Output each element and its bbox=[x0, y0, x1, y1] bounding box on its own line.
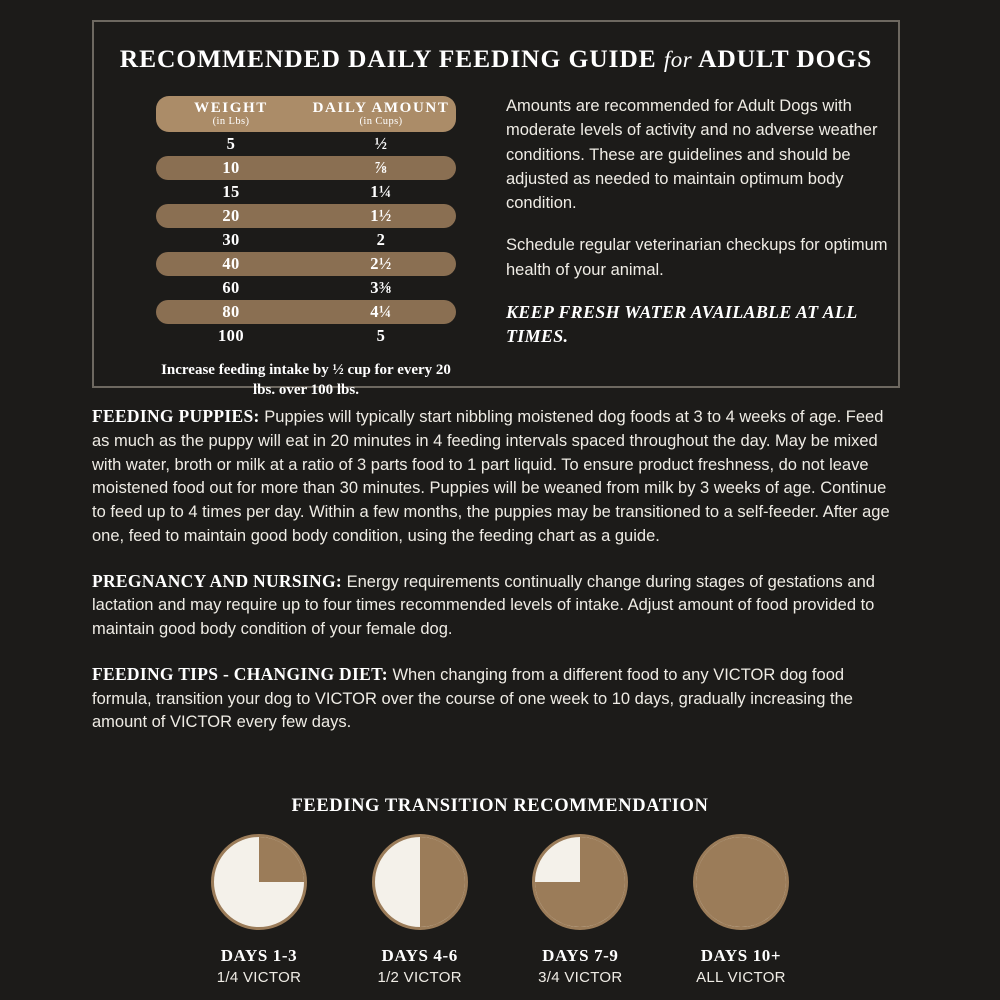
header-weight-label: WEIGHT bbox=[194, 99, 268, 116]
recommended-feeding-guide-box bbox=[92, 20, 900, 399]
guide-description bbox=[506, 94, 896, 348]
guide-title bbox=[94, 44, 898, 74]
table-row bbox=[156, 276, 456, 300]
table-row bbox=[156, 204, 456, 228]
pie-three-quarter-icon bbox=[532, 834, 628, 930]
section-body: Puppies will typically start nibbling moistened dog foods at 3 to 4 weeks of age. Feed as much as the puppy will eat in 20 minutes in 4 feeding intervals spaced throughout the day. May be mixed with water, broth or milk at a ratio of 3 parts food to 1 part liquid. To ensure product freshness, do not leave moistened food out for more than 30 minutes. Puppies will be weaned from milk by 3 weeks of age. Continue to feed up to 4 times per day. Within a few months, the puppies may be transitioned to a self-feeder. After age one, feed to maintain good body condition, using the feeding chart as a guide. bbox=[92, 408, 890, 545]
transition-amount: 1/2 VICTOR bbox=[377, 969, 462, 986]
cell-amount: 4¼ bbox=[370, 302, 392, 321]
pie-quarter-icon bbox=[211, 834, 307, 930]
cell-weight: 40 bbox=[222, 254, 240, 273]
header-amount-sub: (in Cups) bbox=[359, 116, 403, 128]
transition-step bbox=[682, 834, 800, 986]
cell-weight: 15 bbox=[222, 182, 240, 201]
cell-weight: 30 bbox=[222, 230, 240, 249]
table-row bbox=[156, 252, 456, 276]
transition-amount: 1/4 VICTOR bbox=[216, 969, 302, 986]
header-amount bbox=[306, 101, 456, 128]
cell-weight: 10 bbox=[222, 158, 240, 177]
keep-fresh-water-note: KEEP FRESH WATER AVAILABLE AT ALL TIMES. bbox=[506, 301, 857, 347]
feeding-table bbox=[156, 96, 456, 401]
cell-weight: 20 bbox=[222, 206, 240, 225]
transition-step bbox=[361, 834, 479, 986]
feeding-sections bbox=[92, 404, 904, 755]
transition-step bbox=[200, 834, 318, 986]
guide-title-tail: ADULT DOGS bbox=[698, 44, 873, 73]
section-heading: FEEDING PUPPIES: bbox=[92, 406, 260, 426]
guide-paragraph-1: Amounts are recommended for Adult Dogs with moderate levels of activity and no adverse weather conditions. These are guidelines and should be adjusted as needed to maintain optimum body condition. bbox=[506, 97, 878, 212]
transition-days: DAYS 1-3 bbox=[220, 946, 298, 965]
transition-title: FEEDING TRANSITION RECOMMENDATION bbox=[291, 796, 709, 816]
pie-full-icon bbox=[693, 834, 789, 930]
transition-step bbox=[521, 834, 639, 986]
feeding-table-note: Increase feeding intake by ½ cup for every 20 lbs. over 100 lbs. bbox=[161, 362, 451, 399]
guide-body bbox=[94, 82, 898, 399]
transition-amount: ALL VICTOR bbox=[696, 969, 786, 986]
section-pregnancy-nursing bbox=[92, 569, 904, 642]
cell-amount: 5 bbox=[376, 326, 386, 345]
table-row bbox=[156, 228, 456, 252]
transition-amount: 3/4 VICTOR bbox=[538, 969, 623, 986]
section-feeding-puppies bbox=[92, 404, 904, 549]
cell-amount: 1¼ bbox=[370, 182, 392, 201]
cell-weight: 5 bbox=[226, 134, 236, 153]
transition-days: DAYS 10+ bbox=[700, 946, 782, 965]
cell-weight: 100 bbox=[218, 326, 244, 345]
transition-chart bbox=[200, 834, 800, 986]
transition-days: DAYS 4-6 bbox=[381, 946, 458, 965]
table-row bbox=[156, 180, 456, 204]
cell-amount: 3⅜ bbox=[370, 278, 392, 297]
cell-weight: 80 bbox=[222, 302, 240, 321]
section-body: Energy requirements continually change during stages of gestations and lactation and may require up to four times recommended levels of intake. Adjust amount of food provided to maintain good body condition of your female dog. bbox=[92, 572, 875, 638]
section-feeding-tips bbox=[92, 662, 904, 735]
cell-amount: 2½ bbox=[370, 254, 392, 273]
guide-title-main: RECOMMENDED DAILY FEEDING GUIDE bbox=[119, 44, 657, 73]
guide-paragraph-2: Schedule regular veterinarian checkups for optimum health of your animal. bbox=[506, 236, 888, 279]
table-row bbox=[156, 324, 456, 348]
section-heading: FEEDING TIPS - CHANGING DIET: bbox=[92, 663, 388, 684]
section-body: When changing from a different food to any VICTOR dog food formula, transition your dog to VICTOR over the course of one week to 10 days, gradually increasing the amount of VICTOR every few days. bbox=[92, 665, 853, 732]
cell-weight: 60 bbox=[222, 278, 240, 297]
table-row bbox=[156, 132, 456, 156]
guide-title-for: for bbox=[663, 47, 693, 72]
pie-half-icon bbox=[372, 834, 468, 930]
header-weight bbox=[156, 101, 306, 128]
cell-amount: ⅞ bbox=[374, 158, 388, 177]
table-header-row bbox=[156, 96, 456, 132]
table-row bbox=[156, 156, 456, 180]
cell-amount: 2 bbox=[376, 230, 386, 249]
table-row bbox=[156, 300, 456, 324]
section-heading: PREGNANCY AND NURSING: bbox=[92, 570, 342, 591]
cell-amount: ½ bbox=[374, 134, 388, 153]
transition-days: DAYS 7-9 bbox=[542, 946, 619, 965]
header-amount-label: DAILY AMOUNT bbox=[312, 99, 450, 116]
cell-amount: 1½ bbox=[370, 206, 392, 225]
header-weight-sub: (in Lbs) bbox=[212, 116, 250, 128]
